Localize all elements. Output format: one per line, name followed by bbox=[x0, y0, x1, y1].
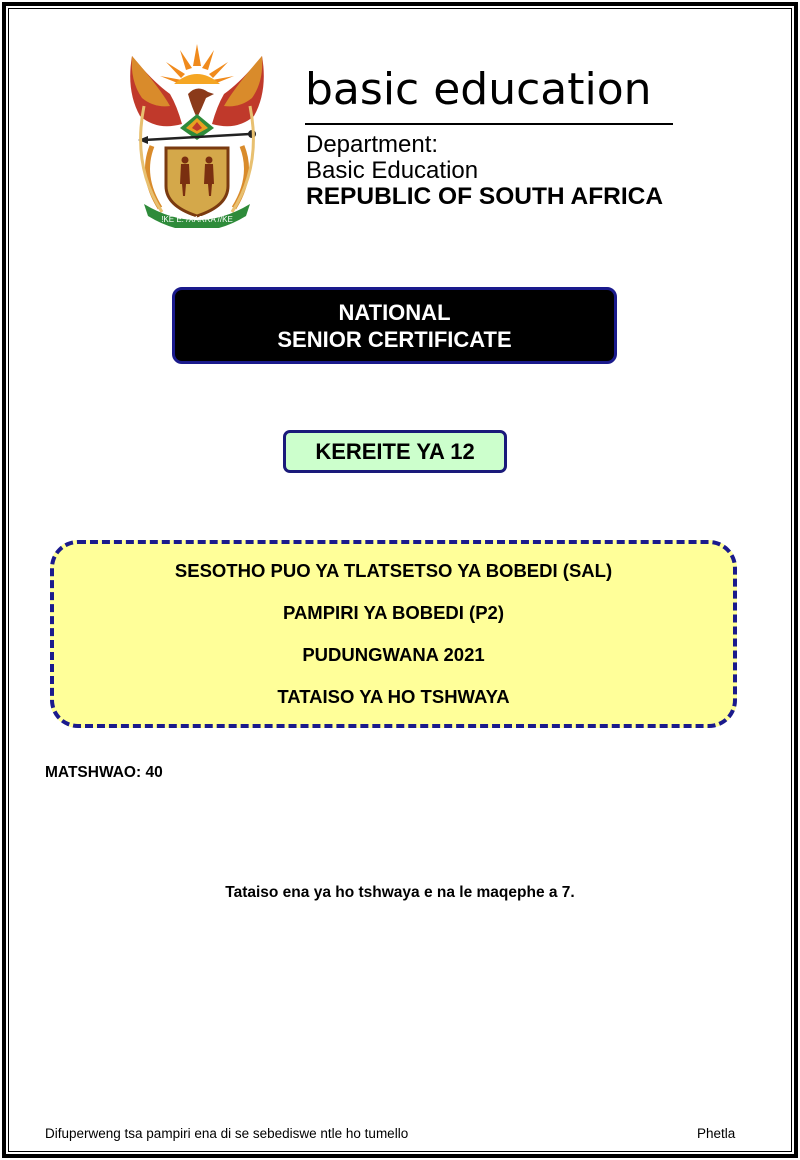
copyright-notice: Difuperweng tsa pampiri ena di se sebediswe ntle ho tumello bbox=[45, 1126, 409, 1141]
south-africa-coat-of-arms-icon bbox=[122, 36, 272, 228]
certificate-banner bbox=[172, 287, 617, 364]
document-type: TATAISO YA HO TSHWAYA bbox=[277, 686, 510, 707]
turn-over-label: Phetla bbox=[697, 1126, 736, 1141]
department-label: Department: bbox=[306, 131, 439, 158]
svg-text:!KE E: /XARRA //KE: !KE E: /XARRA //KE bbox=[161, 215, 233, 224]
paper-number: PAMPIRI YA BOBEDI (P2) bbox=[282, 602, 504, 623]
brand-title: basic education bbox=[305, 64, 652, 115]
subject-info-box bbox=[50, 540, 737, 728]
exam-session: PUDUNGWANA 2021 bbox=[302, 644, 485, 665]
grade-label: KEREITE YA 12 bbox=[315, 438, 475, 464]
department-name: Basic Education bbox=[306, 157, 479, 184]
brand-divider bbox=[305, 123, 673, 125]
page-count-note: Tataiso ena ya ho tshwaya e na le maqephe a 7. bbox=[225, 884, 575, 901]
subject-name: SESOTHO PUO YA TLATSETSO YA BOBEDI (SAL) bbox=[174, 560, 613, 581]
total-marks: MATSHWAO: 40 bbox=[45, 764, 163, 781]
certificate-line-2: SENIOR CERTIFICATE bbox=[277, 326, 512, 352]
grade-badge bbox=[283, 430, 507, 473]
certificate-line-1: NATIONAL bbox=[338, 299, 451, 325]
country-name: REPUBLIC OF SOUTH AFRICA bbox=[306, 183, 664, 210]
